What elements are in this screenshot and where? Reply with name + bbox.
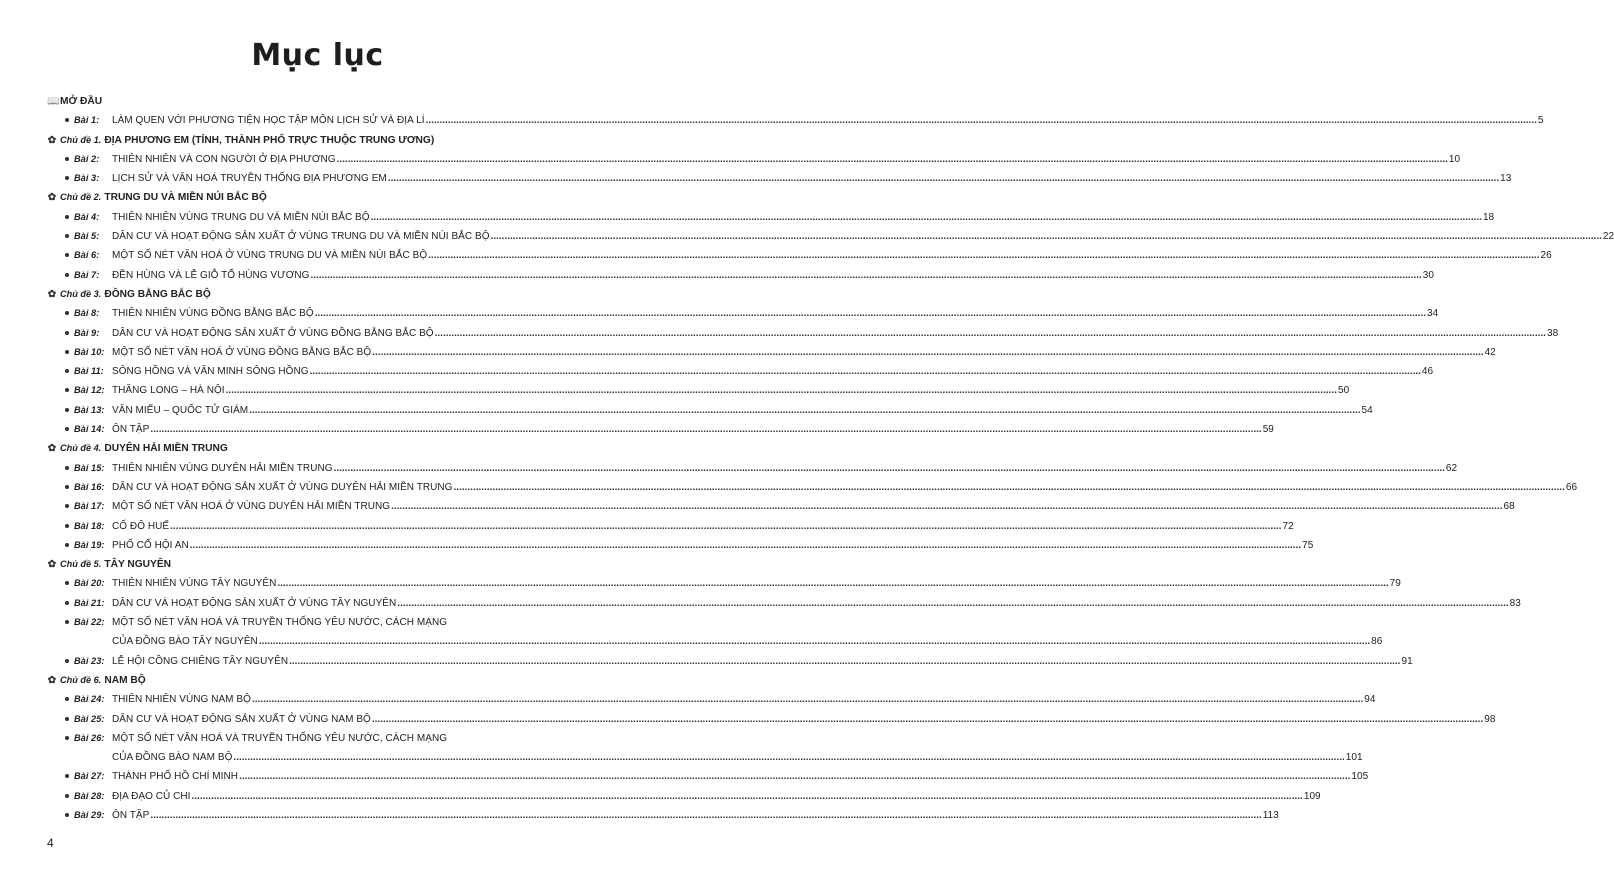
toc-entry[interactable] [47, 246, 1552, 265]
lesson-title: LÀM QUEN VỚI PHƯƠNG TIỆN HỌC TẬP MÔN LỊCH SỬ VÀ ĐỊA LÍ [112, 115, 425, 127]
lesson-page-number: 105 [1351, 771, 1369, 783]
lesson-title: MỘT SỐ NÉT VĂN HOÁ Ở VÙNG TRUNG DU VÀ MIỀN NÚI BẮC BỘ [112, 250, 428, 262]
page-number: 4 [47, 836, 54, 850]
dot-leader: ................................................................................................................................................................................................................................................................................................................................................................................................................ [249, 404, 1361, 416]
lesson-label: Bài 29: [74, 809, 105, 820]
lesson-label: Bài 11: [74, 366, 104, 377]
lesson-label: Bài 21: [74, 597, 105, 608]
dot-leader: ................................................................................................................................................................................................................................................................................................................................................................................................................ [372, 346, 1484, 358]
dot-leader: ................................................................................................................................................................................................................................................................................................................................................................................................................ [310, 269, 1422, 281]
section-prefix: Chủ đề 6. [60, 674, 102, 685]
lesson-page-number: 83 [1509, 597, 1521, 609]
dot-leader: ................................................................................................................................................................................................................................................................................................................................................................................................................ [425, 115, 1537, 127]
bullet-icon [65, 794, 69, 798]
lesson-title: CỦA ĐỒNG BÀO NAM BỘ [112, 752, 233, 764]
section-prefix: Chủ đề 5. [60, 559, 102, 570]
lesson-title: MỘT SỐ NÉT VĂN HOÁ Ở VÙNG ĐỒNG BẰNG BẮC BỘ [112, 346, 372, 358]
toc-entry[interactable] [47, 459, 1458, 478]
dot-leader: ................................................................................................................................................................................................................................................................................................................................................................................................................ [289, 655, 1401, 667]
section-name: ĐỊA PHƯƠNG EM (TỈNH, THÀNH PHỐ TRỰC THUỘC TRUNG ƯƠNG) [104, 134, 435, 146]
lesson-label: Bài 5: [74, 231, 100, 242]
lesson-title: THIÊN NHIÊN VÀ CON NGƯỜI Ở ĐỊA PHƯƠNG [112, 153, 336, 165]
bullet-icon [65, 581, 69, 585]
bullet-icon [65, 427, 69, 431]
toc-section-heading [47, 131, 587, 150]
lesson-label: Bài 16: [74, 481, 105, 492]
lesson-page-number: 68 [1503, 501, 1515, 513]
toc-entry[interactable] [47, 304, 1439, 323]
dot-leader: ................................................................................................................................................................................................................................................................................................................................................................................................................ [189, 539, 1302, 551]
lesson-label: Bài 8: [74, 308, 100, 319]
lesson-page-number: 54 [1361, 404, 1373, 416]
bullet-icon [65, 717, 69, 721]
bullet-icon [65, 601, 69, 605]
toc-entry[interactable] [47, 150, 1461, 169]
bullet-icon [65, 466, 69, 470]
dot-leader: ................................................................................................................................................................................................................................................................................................................................................................................................................ [258, 636, 1371, 648]
section-name: TÂY NGUYÊN [104, 559, 171, 571]
bullet-icon [65, 408, 69, 412]
section-name: ĐỒNG BẰNG BẮC BỘ [104, 288, 211, 300]
flower-icon: ✿ [47, 192, 57, 204]
bullet-icon [65, 543, 69, 547]
toc-entry[interactable] [47, 710, 1496, 729]
lesson-label: Bài 28: [74, 790, 105, 801]
lesson-page-number: 38 [1546, 327, 1559, 339]
table-of-contents [47, 92, 1614, 825]
lesson-label: Bài 19: [74, 539, 105, 550]
lesson-page-number: 26 [1540, 250, 1552, 262]
toc-section-heading [47, 188, 587, 207]
toc-entry[interactable] [47, 806, 1279, 825]
bullet-icon [65, 774, 69, 778]
lesson-page-number: 109 [1303, 790, 1321, 802]
page-title: Mục lục [251, 38, 384, 73]
toc-entry[interactable] [47, 729, 1363, 768]
lesson-title: DÂN CƯ VÀ HOẠT ĐỘNG SẢN XUẤT Ở VÙNG ĐỒNG BẰNG BẮC BỘ [112, 327, 434, 339]
lesson-title: THIÊN NHIÊN VÙNG TRUNG DU VÀ MIỀN NÚI BẮC BỘ [112, 211, 370, 223]
toc-entry[interactable] [47, 381, 1350, 400]
toc-section-heading [47, 671, 587, 690]
lesson-label: Bài 9: [74, 327, 100, 338]
lesson-title: DÂN CƯ VÀ HOẠT ĐỘNG SẢN XUẤT Ở VÙNG NAM BỘ [112, 713, 371, 725]
dot-leader: ................................................................................................................................................................................................................................................................................................................................................................................................................ [391, 501, 1503, 513]
flower-icon: ✿ [47, 559, 57, 571]
lesson-title: ĐỊA ĐẠO CỦ CHI [112, 790, 191, 802]
toc-entry[interactable] [47, 574, 1401, 593]
bullet-icon [65, 234, 69, 238]
toc-entry[interactable] [47, 478, 1578, 497]
lesson-title: DÂN CƯ VÀ HOẠT ĐỘNG SẢN XUẤT Ở VÙNG TRUNG DU VÀ MIỀN NÚI BẮC BỘ [112, 231, 490, 243]
lesson-label: Bài 7: [74, 269, 100, 280]
book-icon: 📖 [47, 96, 60, 107]
lesson-label: Bài 10: [74, 346, 105, 357]
lesson-title: THÀNH PHỐ HỒ CHÍ MINH [112, 771, 239, 783]
dot-leader: ................................................................................................................................................................................................................................................................................................................................................................................................................ [170, 520, 1282, 532]
toc-entry[interactable] [47, 324, 1559, 343]
bullet-icon [65, 253, 69, 257]
dot-leader: ................................................................................................................................................................................................................................................................................................................................................................................................................ [490, 231, 1602, 243]
lesson-title: DÂN CƯ VÀ HOẠT ĐỘNG SẢN XUẤT Ở VÙNG TÂY NGUYÊN [112, 597, 397, 609]
dot-leader: ................................................................................................................................................................................................................................................................................................................................................................................................................ [239, 771, 1351, 783]
lesson-label: Bài 2: [74, 153, 100, 164]
lesson-page-number: 62 [1445, 462, 1458, 474]
dot-leader: ................................................................................................................................................................................................................................................................................................................................................................................................................ [387, 173, 1500, 185]
toc-section-heading [47, 92, 587, 111]
toc-entry[interactable] [47, 497, 1515, 516]
dot-leader: ................................................................................................................................................................................................................................................................................................................................................................................................................ [370, 211, 1482, 223]
toc-entry[interactable] [47, 169, 1512, 188]
lesson-page-number: 50 [1337, 385, 1350, 397]
toc-entry[interactable] [47, 652, 1413, 671]
lesson-page-number: 13 [1500, 173, 1512, 185]
lesson-title: MỘT SỐ NÉT VĂN HOÁ Ở VÙNG DUYÊN HẢI MIỀN TRUNG [112, 501, 391, 513]
lesson-title: VĂN MIẾU – QUỐC TỬ GIÁM [112, 404, 249, 416]
lesson-label: Bài 14: [74, 424, 105, 435]
lesson-label: Bài 23: [74, 655, 105, 666]
flower-icon: ✿ [47, 443, 57, 455]
lesson-title: ÔN TẬP [112, 424, 150, 436]
section-prefix: Chủ đề 1. [60, 134, 102, 145]
section-name: MỞ ĐẦU [60, 96, 103, 107]
dot-leader: ................................................................................................................................................................................................................................................................................................................................................................................................................ [371, 713, 1484, 725]
bullet-icon [65, 659, 69, 663]
lesson-label: Bài 1: [74, 115, 100, 126]
bullet-icon [65, 485, 69, 489]
dot-leader: ................................................................................................................................................................................................................................................................................................................................................................................................................ [150, 809, 1262, 821]
lesson-title: LỊCH SỬ VÀ VĂN HOÁ TRUYỀN THỐNG ĐỊA PHƯƠNG EM [112, 173, 387, 185]
lesson-page-number: 91 [1401, 655, 1413, 667]
bullet-icon [65, 176, 69, 180]
dot-leader: ................................................................................................................................................................................................................................................................................................................................................................................................................ [251, 694, 1364, 706]
lesson-title: THIÊN NHIÊN VÙNG ĐỒNG BẰNG BẮC BỘ [112, 308, 314, 320]
toc-entry[interactable] [47, 594, 1521, 613]
bullet-icon [65, 620, 69, 624]
lesson-page-number: 46 [1421, 366, 1434, 378]
bullet-icon [65, 157, 69, 161]
dot-leader: ................................................................................................................................................................................................................................................................................................................................................................................................................ [333, 462, 1445, 474]
lesson-title: CỐ ĐÔ HUẾ [112, 520, 170, 532]
lesson-page-number: 101 [1345, 752, 1363, 764]
toc-section-heading [47, 555, 587, 574]
section-prefix: Chủ đề 2. [60, 192, 102, 203]
toc-entry[interactable] [47, 266, 1435, 285]
lesson-page-number: 18 [1482, 211, 1495, 223]
dot-leader: ................................................................................................................................................................................................................................................................................................................................................................................................................ [309, 366, 1421, 378]
toc-entry[interactable] [47, 517, 1294, 536]
lesson-title: PHỐ CỔ HỘI AN [112, 539, 189, 551]
lesson-page-number: 98 [1484, 713, 1496, 725]
toc-entry[interactable] [47, 690, 1376, 709]
lesson-title: THĂNG LONG – HÀ NỘI [112, 385, 225, 397]
lesson-page-number: 72 [1282, 520, 1294, 532]
dot-leader: ................................................................................................................................................................................................................................................................................................................................................................................................................ [233, 752, 1345, 764]
toc-section-heading [47, 285, 587, 304]
lesson-page-number: 59 [1262, 424, 1274, 436]
lesson-page-number: 42 [1484, 346, 1496, 358]
toc-entry[interactable] [47, 401, 1373, 420]
toc-entry[interactable] [47, 420, 1274, 439]
lesson-title: THIÊN NHIÊN VÙNG NAM BỘ [112, 694, 251, 706]
flower-icon: ✿ [47, 134, 57, 146]
dot-leader: ................................................................................................................................................................................................................................................................................................................................................................................................................ [314, 308, 1427, 320]
toc-entry[interactable] [47, 787, 1321, 806]
lesson-label: Bài 3: [74, 173, 100, 184]
lesson-title: THIÊN NHIÊN VÙNG DUYÊN HẢI MIỀN TRUNG [112, 462, 333, 474]
lesson-title: LỄ HỘI CỒNG CHIÊNG TÂY NGUYÊN [112, 655, 289, 667]
bullet-icon [65, 311, 69, 315]
flower-icon: ✿ [47, 288, 57, 300]
section-name: TRUNG DU VÀ MIỀN NÚI BẮC BỘ [104, 192, 267, 204]
toc-entry[interactable] [47, 613, 1383, 652]
lesson-page-number: 5 [1537, 115, 1544, 127]
toc-entry[interactable] [47, 111, 1544, 130]
lesson-page-number: 113 [1262, 809, 1279, 821]
bullet-icon [65, 524, 69, 528]
bullet-icon [65, 736, 69, 740]
lesson-label: Bài 22: [74, 617, 105, 628]
dot-leader: ................................................................................................................................................................................................................................................................................................................................................................................................................ [397, 597, 1509, 609]
lesson-title: THIÊN NHIÊN VÙNG TÂY NGUYÊN [112, 578, 277, 590]
lesson-label: Bài 17: [74, 501, 105, 512]
lesson-page-number: 10 [1448, 153, 1461, 165]
toc-entry[interactable] [47, 767, 1369, 786]
dot-leader: ................................................................................................................................................................................................................................................................................................................................................................................................................ [434, 327, 1546, 339]
lesson-label: Bài 6: [74, 250, 100, 261]
dot-leader: ................................................................................................................................................................................................................................................................................................................................................................................................................ [225, 385, 1337, 397]
section-prefix: Chủ đề 4. [60, 443, 102, 454]
dot-leader: ................................................................................................................................................................................................................................................................................................................................................................................................................ [277, 578, 1389, 590]
lesson-page-number: 86 [1371, 636, 1383, 648]
lesson-label: Bài 18: [74, 520, 105, 531]
section-prefix: Chủ đề 3. [60, 288, 102, 299]
lesson-page-number: 94 [1364, 694, 1376, 706]
lesson-title: SÔNG HỒNG VÀ VĂN MINH SÔNG HỒNG [112, 366, 309, 378]
lesson-page-number: 30 [1422, 269, 1435, 281]
lesson-page-number: 79 [1389, 578, 1401, 590]
lesson-title: ĐỀN HÙNG VÀ LỄ GIỖ TỔ HÙNG VƯƠNG [112, 269, 310, 281]
lesson-page-number: 34 [1427, 308, 1439, 320]
bullet-icon [65, 369, 69, 373]
lesson-label: Bài 26: [74, 732, 105, 743]
dot-leader: ................................................................................................................................................................................................................................................................................................................................................................................................................ [336, 153, 1448, 165]
lesson-label: Bài 13: [74, 404, 105, 415]
lesson-page-number: 22 [1602, 231, 1614, 243]
lesson-page-number: 75 [1302, 539, 1314, 551]
lesson-page-number: 66 [1565, 481, 1578, 493]
lesson-label: Bài 15: [74, 462, 105, 473]
lesson-title: DÂN CƯ VÀ HOẠT ĐỘNG SẢN XUẤT Ở VÙNG DUYÊN HẢI MIỀN TRUNG [112, 481, 453, 493]
lesson-title-line1: MỘT SỐ NÉT VĂN HOÁ VÀ TRUYỀN THỐNG YÊU NƯỚC, CÁCH MẠNG [112, 732, 448, 744]
lesson-label: Bài 24: [74, 694, 105, 705]
toc-entry[interactable] [47, 208, 1495, 227]
lesson-title: CỦA ĐỒNG BÀO TÂY NGUYÊN [112, 636, 258, 648]
dot-leader: ................................................................................................................................................................................................................................................................................................................................................................................................................ [150, 424, 1262, 436]
bullet-icon [65, 350, 69, 354]
bullet-icon [65, 215, 69, 219]
bullet-icon [65, 388, 69, 392]
lesson-label: Bài 27: [74, 771, 105, 782]
section-name: DUYÊN HẢI MIỀN TRUNG [104, 443, 228, 455]
bullet-icon [65, 118, 69, 122]
toc-entry[interactable] [47, 227, 1614, 246]
bullet-icon [65, 697, 69, 701]
toc-entry[interactable] [47, 343, 1496, 362]
lesson-label: Bài 20: [74, 578, 105, 589]
lesson-label: Bài 12: [74, 385, 105, 396]
toc-entry[interactable] [47, 536, 1314, 555]
lesson-label: Bài 4: [74, 211, 100, 222]
lesson-title-line1: MỘT SỐ NÉT VĂN HOÁ VÀ TRUYỀN THỐNG YÊU NƯỚC, CÁCH MẠNG [112, 617, 448, 629]
dot-leader: ................................................................................................................................................................................................................................................................................................................................................................................................................ [191, 790, 1303, 802]
flower-icon: ✿ [47, 674, 57, 686]
bullet-icon [65, 504, 69, 508]
bullet-icon [65, 813, 69, 817]
dot-leader: ................................................................................................................................................................................................................................................................................................................................................................................................................ [453, 481, 1565, 493]
dot-leader: ................................................................................................................................................................................................................................................................................................................................................................................................................ [428, 250, 1540, 262]
lesson-label: Bài 25: [74, 713, 105, 724]
section-name: NAM BỘ [104, 674, 146, 686]
toc-entry[interactable] [47, 362, 1434, 381]
bullet-icon [65, 273, 69, 277]
lesson-title: ÔN TẬP [112, 809, 150, 821]
bullet-icon [65, 331, 69, 335]
toc-section-heading [47, 439, 587, 458]
